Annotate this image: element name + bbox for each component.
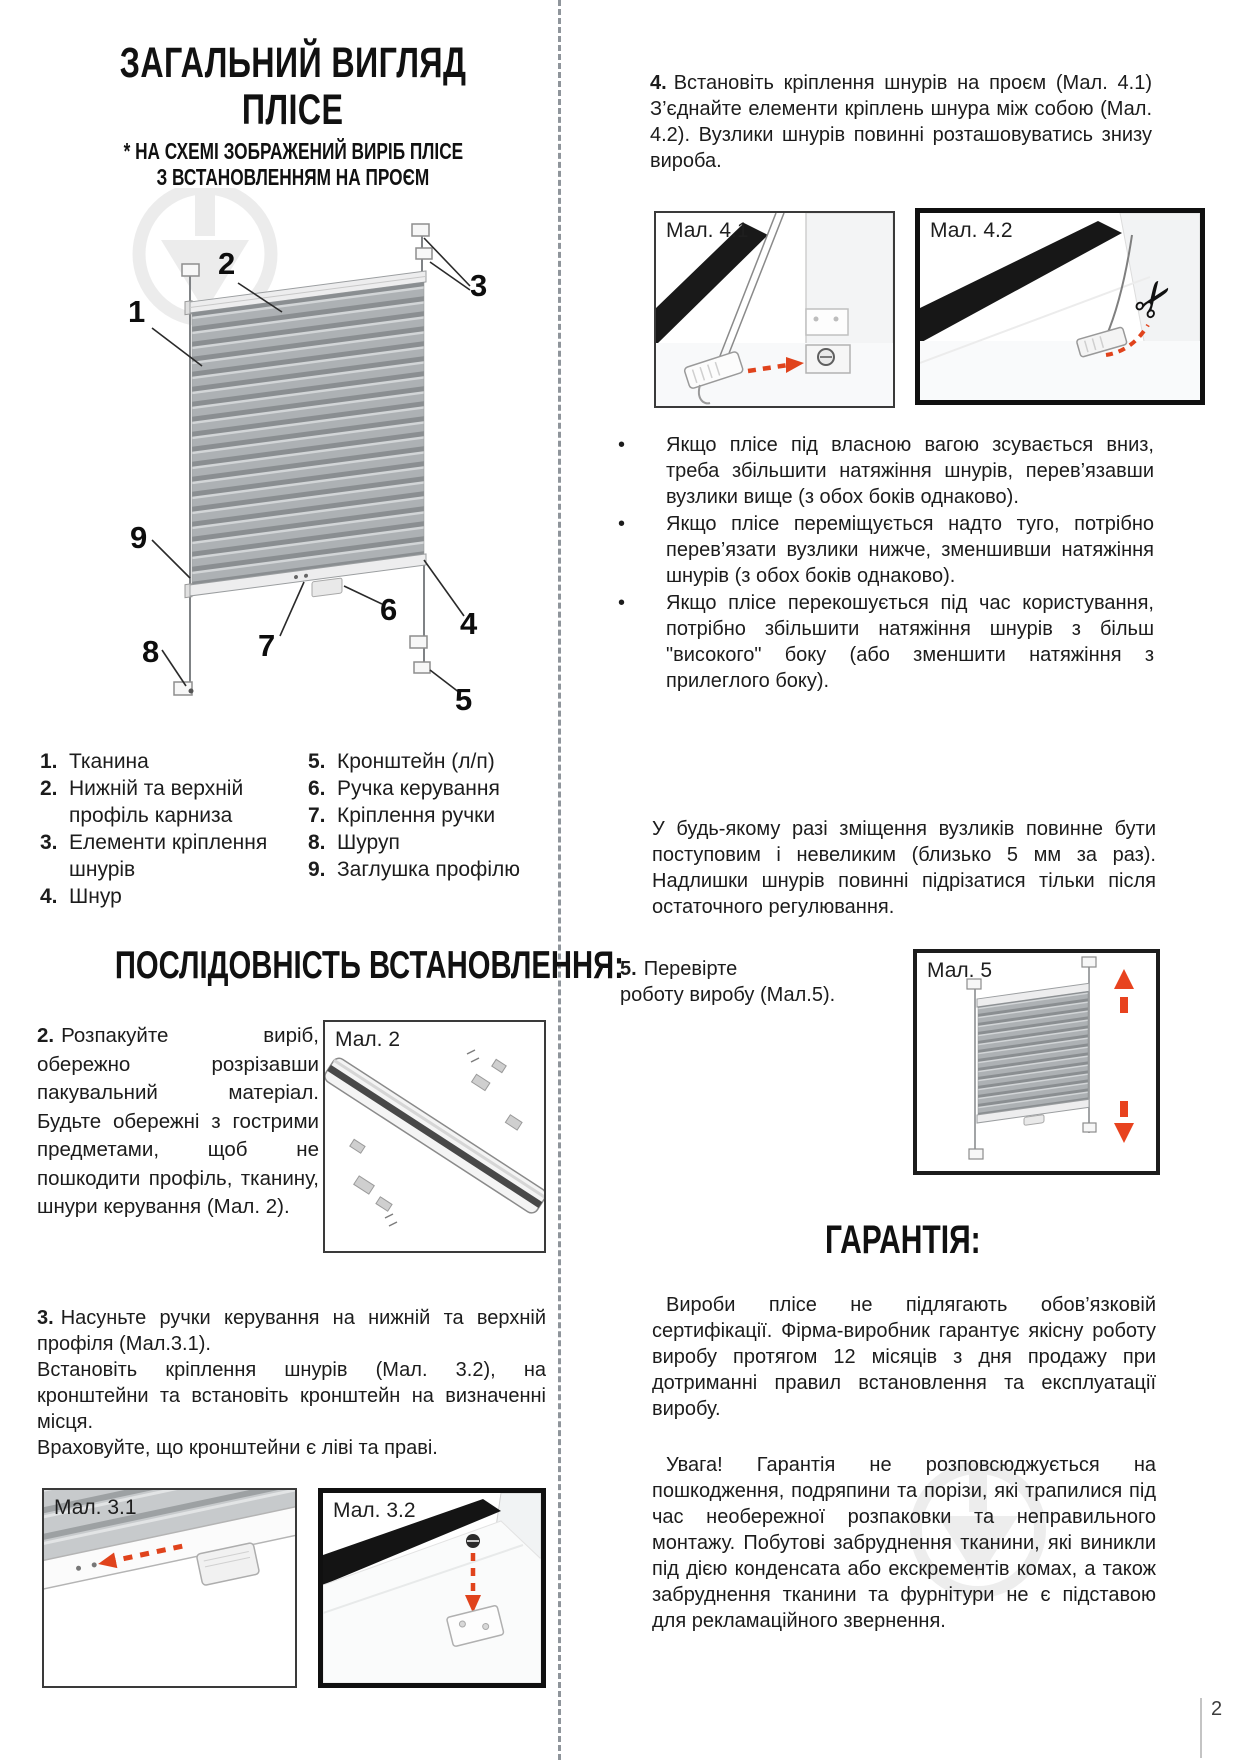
figure-5 xyxy=(913,949,1160,1175)
legend-item-9 xyxy=(308,856,546,883)
page-subtitle-line1: * НА СХЕМІ ЗОБРАЖЕНИЙ ВИРІБ ПЛІСЕ xyxy=(123,138,463,164)
page-number: 2 xyxy=(1211,1698,1223,1720)
callout-3: 3 xyxy=(470,268,488,303)
down-arrow-icon xyxy=(1114,1101,1134,1143)
page-title xyxy=(40,40,546,134)
step2-text: Розпакуйте виріб, обережно розрізавши пакувальний матеріал. Будьте обережні з гострими предметами, щоб не пошкодити профіль, тканину, шнури керування (Мал. 2). xyxy=(37,1024,319,1218)
column-divider-dashed-line xyxy=(558,0,561,1760)
scissors-icon: ✂ xyxy=(1121,268,1189,332)
step3-text-1: Насуньте ручки керування на нижній та верхній профіля (Мал.3.1). xyxy=(37,1307,546,1355)
callout-2: 2 xyxy=(218,246,236,281)
legend-item-1 xyxy=(40,748,308,775)
bottom-handle xyxy=(312,578,342,597)
legend-label: Кріплення ручки xyxy=(337,804,496,827)
figure-4-2-label: Мал. 4.2 xyxy=(930,219,1013,242)
step3-text-3: Враховуйте, що кронштейни є ліві та праві. xyxy=(37,1437,438,1459)
figure-2 xyxy=(323,1020,546,1253)
warranty-paragraph-1: Вироби плісе не підлягають обов’язковій сертифікації. Фірма-виробник гарантує якісну роботу виробу протягом 12 місяців з дня продажу при дотриманні правил встановлення та експлуатації виробу. xyxy=(652,1294,1156,1420)
legend-item-5 xyxy=(308,748,546,775)
product-diagram xyxy=(40,188,546,746)
tips-list xyxy=(618,432,1154,695)
step2-number: 2. xyxy=(37,1024,55,1047)
figure-4-1-label: Мал. 4.1 xyxy=(666,219,749,242)
legend-num: 2. xyxy=(40,777,58,800)
up-arrow-icon xyxy=(1114,969,1134,1013)
legend-label: Нижній та верхній профіль карниза xyxy=(69,777,244,827)
legend-num: 4. xyxy=(40,885,58,908)
callout-8: 8 xyxy=(142,634,160,669)
note-paragraph: У будь-якому разі зміщення вузликів повинне бути поступовим і невеликим (близько 5 мм за раз). Надлишки шнурів повинні підрізатися тільки після остаточного регулювання. xyxy=(652,818,1156,918)
callout-1: 1 xyxy=(128,294,146,329)
step4-number: 4. xyxy=(650,72,667,94)
figure-5-illustration xyxy=(917,953,1156,1171)
figure-4-1 xyxy=(654,211,895,408)
legend-item-6 xyxy=(308,775,546,802)
legend-column-right xyxy=(308,748,546,910)
figure-5-label: Мал. 5 xyxy=(927,959,993,982)
step4-paragraph xyxy=(650,70,1152,174)
step4-text: Встановіть кріплення шнурів на проєм (Мал. 4.1) З’єднайте елементи кріплень шнура між собою (Мал. 4.2). Вузлики шнурів повинні розташовуватись знизу вироба. xyxy=(650,72,1152,172)
parts-legend xyxy=(40,748,546,910)
legend-item-2 xyxy=(40,775,308,829)
callout-4: 4 xyxy=(460,606,478,641)
step5-paragraph xyxy=(620,956,910,1008)
legend-label: Ручка керування xyxy=(337,777,500,800)
page-subtitle xyxy=(40,138,546,190)
legend-num: 9. xyxy=(308,858,326,881)
tip-text: Якщо плісе перекошується під час користування, потрібно збільшити натяжіння шнурів з більш "високого" боку (або зменшити натяжіння з прилеглого боку). xyxy=(666,592,1154,692)
page-subtitle-line2: З ВСТАНОВЛЕННЯМ НА ПРОЄМ xyxy=(156,164,430,190)
legend-num: 3. xyxy=(40,831,58,854)
tip-text: Якщо плісе переміщується надто туго, потрібно перев’язати вузлики нижче, зменшивши натяжіння шнурів (з обох боків однаково). xyxy=(666,513,1154,587)
legend-label: Заглушка профілю xyxy=(337,858,521,881)
mini-blind xyxy=(977,983,1089,1132)
screw-dot xyxy=(189,689,194,694)
legend-num: 1. xyxy=(40,750,58,773)
pleated-fabric xyxy=(192,282,424,585)
tip-item-3 xyxy=(618,590,1154,694)
figure-3-1-label: Мал. 3.1 xyxy=(54,1496,137,1519)
legend-label: Тканина xyxy=(69,750,149,773)
legend-label: Кронштейн (л/п) xyxy=(337,750,495,773)
page-title-line2: ПЛІСЕ xyxy=(242,86,344,134)
callout-5: 5 xyxy=(455,682,473,717)
step5-text-1: Перевірте xyxy=(643,958,738,980)
warranty-paragraph-2: Увага! Гарантія не розповсюджується на пошкодження, подряпини та порізи, які трапилися під час необережної розпаковки та неправильного монтажу. Побутові забруднення тканини, які виникли під дією конденсата або екскрементів комах, а також забруднення тканини та фурнітури не є підставою для рекламаційного звернення. xyxy=(652,1454,1156,1632)
figure-3-2-label: Мал. 3.2 xyxy=(333,1499,416,1522)
page-footer xyxy=(1200,1698,1222,1758)
bullet-icon: • xyxy=(618,434,626,456)
legend-num: 6. xyxy=(308,777,326,800)
legend-item-3 xyxy=(40,829,308,883)
legend-num: 7. xyxy=(308,804,326,827)
tip-item-1 xyxy=(618,432,1154,510)
plate xyxy=(806,309,848,335)
step3-text-2: Встановіть кріплення шнурів (Мал. 3.2), на кронштейни та встановіть кронштейн на визначенні місця. xyxy=(37,1359,546,1433)
tip-item-2 xyxy=(618,511,1154,589)
step5-text-2: роботу виробу (Мал.5). xyxy=(620,984,836,1006)
section-title: ПОСЛІДОВНІСТЬ ВСТАНОВЛЕННЯ: xyxy=(114,944,624,987)
window-sill xyxy=(920,341,1200,400)
bullet-icon: • xyxy=(618,592,626,614)
figure-4-2 xyxy=(915,208,1205,405)
bullet-icon: • xyxy=(618,513,626,535)
legend-item-8 xyxy=(308,829,546,856)
warranty-title: ГАРАНТІЯ: xyxy=(825,1218,981,1262)
page-title-line1: ЗАГАЛЬНИЙ ВИГЛЯД xyxy=(119,39,467,87)
callout-9: 9 xyxy=(130,520,148,555)
legend-column-left xyxy=(40,748,308,910)
blind-body xyxy=(185,270,426,614)
figure-2-illustration xyxy=(325,1022,544,1251)
figure-3-2 xyxy=(318,1488,546,1688)
callout-7: 7 xyxy=(258,628,276,663)
step3-number: 3. xyxy=(37,1307,54,1329)
tip-text: Якщо плісе під власною вагою зсувається вниз, треба збільшити натяжіння шнурів, перев’язавши вузлики вище (з обох боків однаково). xyxy=(666,434,1154,508)
legend-label: Елементи кріплення шнурів xyxy=(69,831,268,881)
legend-item-7 xyxy=(308,802,546,829)
step3-paragraph xyxy=(37,1305,546,1461)
figure-2-label: Мал. 2 xyxy=(335,1028,401,1051)
callout-6: 6 xyxy=(380,592,398,627)
step2-paragraph xyxy=(37,1022,319,1222)
legend-label: Шуруп xyxy=(337,831,400,854)
legend-num: 5. xyxy=(308,750,326,773)
legend-num: 8. xyxy=(308,831,326,854)
figure-3-1 xyxy=(42,1488,297,1688)
step5-number: 5. xyxy=(620,958,637,980)
legend-item-4 xyxy=(40,883,308,910)
legend-label: Шнур xyxy=(69,885,122,908)
